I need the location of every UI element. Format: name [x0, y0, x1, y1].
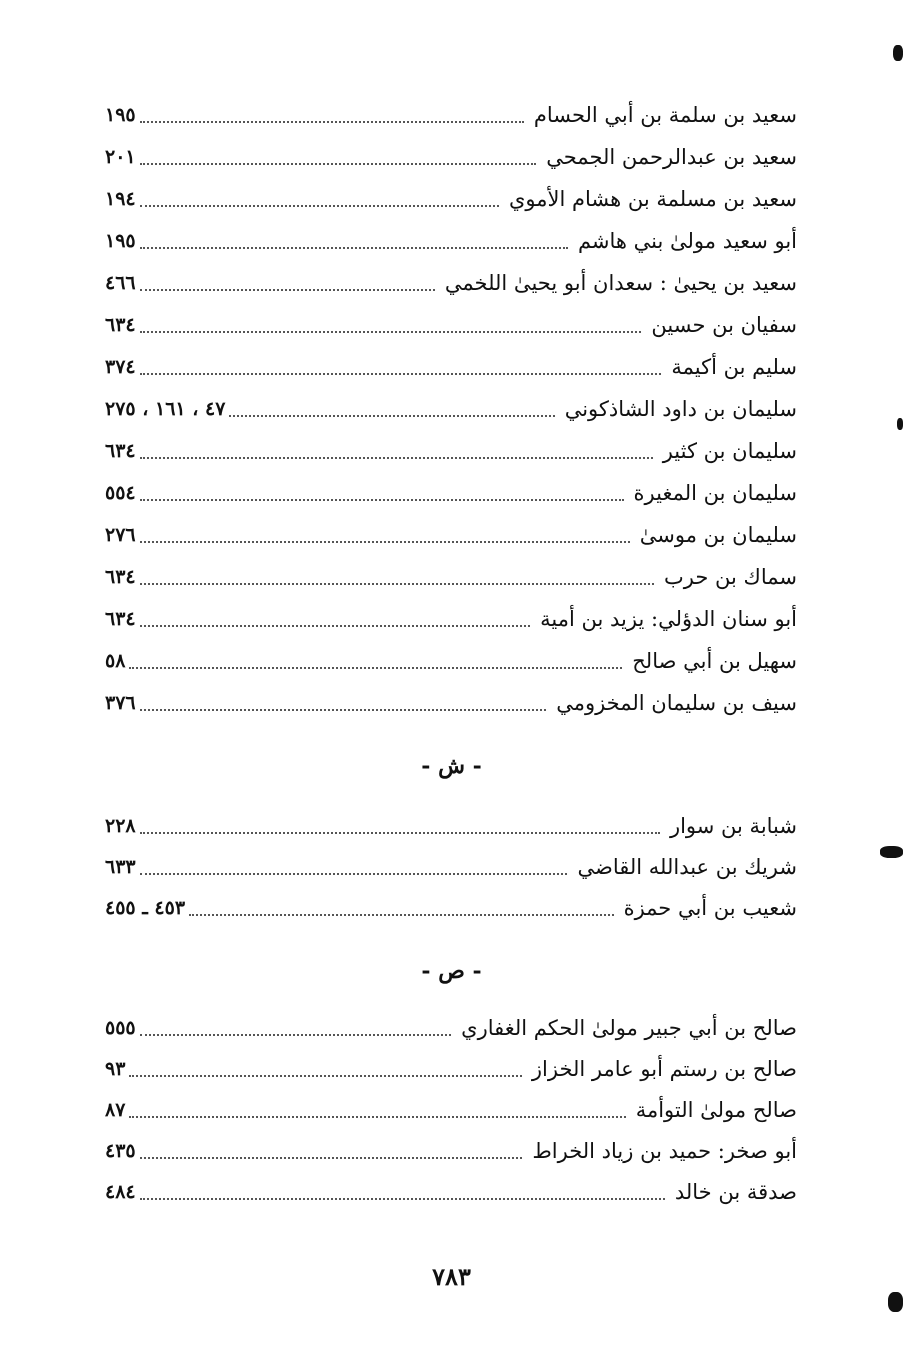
entry-pages: ٥٥٤ — [105, 482, 136, 504]
index-entry — [105, 349, 797, 385]
entry-name: شبابة بن سوار — [669, 814, 797, 838]
index-entry — [105, 139, 797, 175]
entry-name: سعيد بن مسلمة بن هشام الأموي — [508, 187, 797, 211]
index-entry — [105, 1133, 797, 1169]
entry-name: سليمان بن المغيرة — [633, 481, 797, 505]
entry-name: صالح بن رستم أبو عامر الخزاز — [531, 1057, 797, 1081]
index-entry — [105, 643, 797, 679]
scan-mark — [880, 846, 903, 858]
dot-leader — [140, 709, 547, 711]
dot-leader — [229, 415, 554, 417]
entry-pages: ٣٧٦ — [105, 692, 136, 714]
entry-pages: ٥٥٥ — [105, 1017, 136, 1039]
index-entry — [105, 433, 797, 469]
index-entry — [105, 475, 797, 511]
index-entry — [105, 1051, 797, 1087]
entry-name: أبو سعيد مولىٰ بني هاشم — [577, 229, 797, 253]
entry-pages: ٤٦٦ — [105, 272, 136, 294]
index-entry — [105, 1174, 797, 1210]
index-entry — [105, 1010, 797, 1046]
dot-leader — [129, 1116, 625, 1118]
index-entry — [105, 181, 797, 217]
entry-name: سعيد بن يحيىٰ : سعدان أبو يحيىٰ اللخمي — [444, 271, 797, 295]
dot-leader — [140, 205, 499, 207]
entry-name: سليمان بن كثير — [662, 439, 797, 463]
entry-name: شعيب بن أبي حمزة — [623, 896, 797, 920]
index-entry — [105, 223, 797, 259]
scan-mark — [893, 45, 903, 61]
entry-pages: ٦٣٤ — [105, 440, 136, 462]
dot-leader — [140, 457, 653, 459]
page-number: ٧٨٣ — [432, 1262, 471, 1291]
entry-name: سيف بن سليمان المخزومي — [556, 691, 797, 715]
dot-leader — [140, 289, 435, 291]
entry-pages: ٦٣٤ — [105, 314, 136, 336]
entry-name: سماك بن حرب — [664, 565, 797, 589]
index-entry — [105, 890, 797, 926]
index-entry — [105, 307, 797, 343]
section-heading-shin: - ش - — [421, 753, 482, 779]
entry-pages: ١٩٥ — [105, 104, 136, 126]
entry-name: سعيد بن سلمة بن أبي الحسام — [533, 103, 797, 127]
entry-pages: ٨٧ — [105, 1099, 126, 1121]
index-entry — [105, 517, 797, 553]
index-entry — [105, 808, 797, 844]
entry-name: صدقة بن خالد — [674, 1180, 797, 1204]
dot-leader — [140, 832, 660, 834]
index-entry — [105, 1092, 797, 1128]
entry-pages: ٦٣٤ — [105, 566, 136, 588]
dot-leader — [140, 1157, 523, 1159]
entry-name: أبو سنان الدؤلي: يزيد بن أمية — [540, 607, 797, 631]
scan-mark — [888, 1292, 903, 1312]
dot-leader — [140, 625, 531, 627]
index-entry — [105, 849, 797, 885]
entry-name: سليم بن أكيمة — [671, 355, 797, 379]
entry-name: شريك بن عبدالله القاضي — [577, 855, 797, 879]
dot-leader — [129, 667, 622, 669]
dot-leader — [140, 583, 654, 585]
entry-pages: ٤٧ ، ١٦١ ، ٢٧٥ — [105, 398, 226, 420]
entry-pages: ٩٣ — [105, 1058, 126, 1080]
dot-leader — [140, 499, 624, 501]
entry-pages: ٢٠١ — [105, 146, 136, 168]
dot-leader — [140, 873, 568, 875]
index-entry — [105, 685, 797, 721]
dot-leader — [140, 163, 537, 165]
section-heading-sad: - ص - — [421, 958, 482, 984]
index-entry — [105, 559, 797, 595]
dot-leader — [140, 541, 630, 543]
entry-name: أبو صخر: حميد بن زياد الخراط — [532, 1139, 797, 1163]
entry-pages: ١٩٥ — [105, 230, 136, 252]
entry-pages: ٤٣٥ — [105, 1140, 136, 1162]
entry-name: سهيل بن أبي صالح — [632, 649, 797, 673]
index-entry — [105, 97, 797, 133]
index-entry — [105, 265, 797, 301]
dot-leader — [189, 914, 614, 916]
entry-name: صالح مولىٰ التوأمة — [635, 1098, 797, 1122]
index-entry — [105, 391, 797, 427]
dot-leader — [140, 1034, 452, 1036]
index-entry — [105, 601, 797, 637]
entry-name: صالح بن أبي جبير مولىٰ الحكم الغفاري — [461, 1016, 797, 1040]
entry-pages: ٦٣٤ — [105, 608, 136, 630]
dot-leader — [140, 331, 642, 333]
dot-leader — [140, 121, 524, 123]
entry-name: سفيان بن حسين — [651, 313, 797, 337]
entry-name: سليمان بن موسىٰ — [639, 523, 797, 547]
entry-pages: ٤٨٤ — [105, 1181, 136, 1203]
entry-name: سليمان بن داود الشاذكوني — [564, 397, 797, 421]
dot-leader — [140, 247, 568, 249]
entry-pages: ٥٨ — [105, 650, 126, 672]
scan-mark — [897, 418, 903, 430]
entry-pages: ١٩٤ — [105, 188, 136, 210]
dot-leader — [129, 1075, 521, 1077]
entry-pages: ٤٥٣ ـ ٤٥٥ — [105, 897, 186, 919]
entry-pages: ٢٢٨ — [105, 815, 136, 837]
dot-leader — [140, 1198, 665, 1200]
entry-name: سعيد بن عبدالرحمن الجمحي — [546, 145, 797, 169]
entry-pages: ٦٣٣ — [105, 856, 136, 878]
entry-pages: ٢٧٦ — [105, 524, 136, 546]
dot-leader — [140, 373, 662, 375]
entry-pages: ٣٧٤ — [105, 356, 136, 378]
